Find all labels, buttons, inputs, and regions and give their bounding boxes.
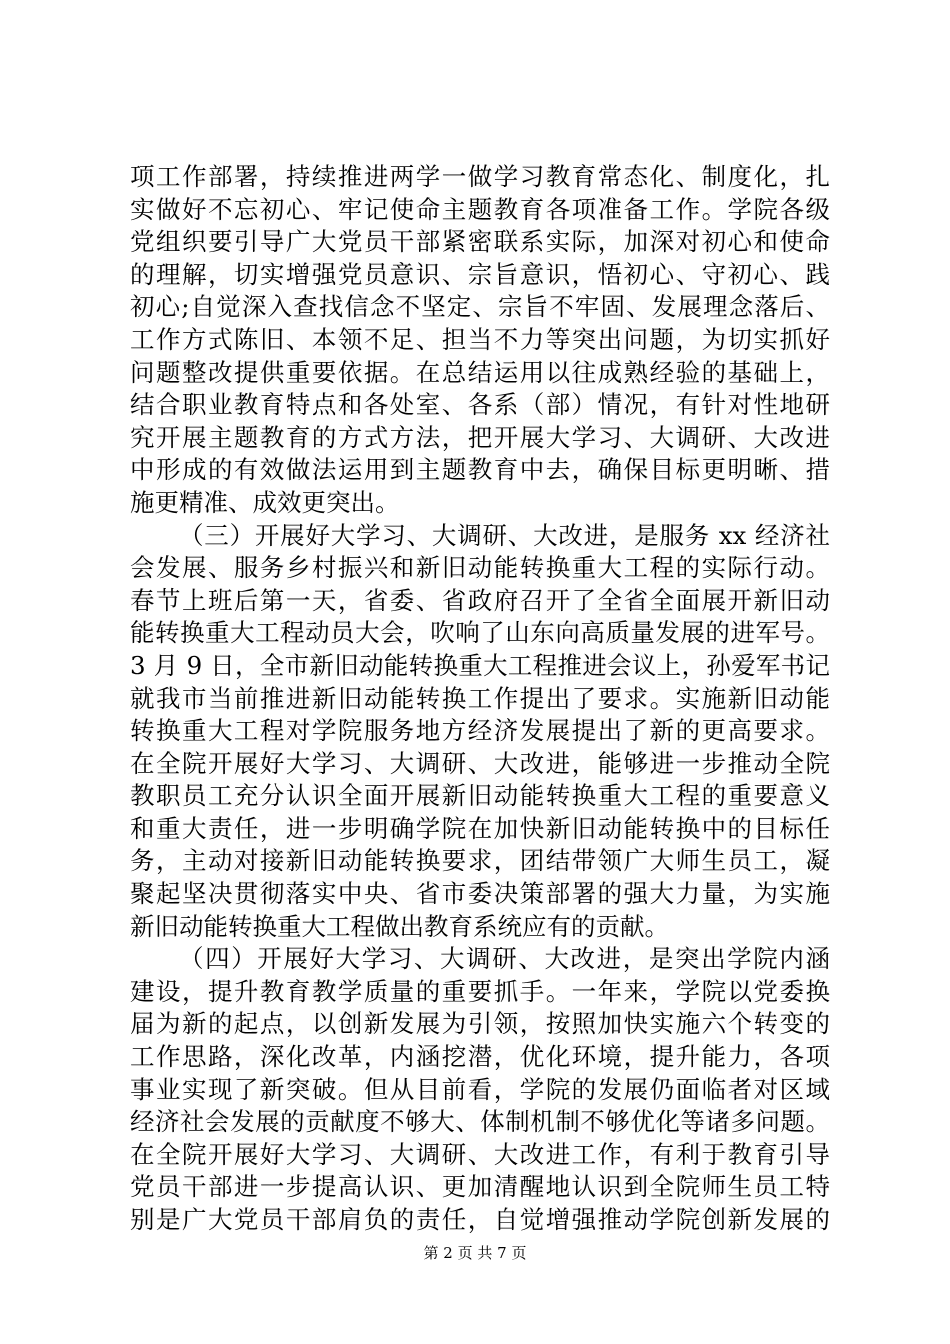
text-line: 务，主动对接新旧动能转换要求，团结带领广大师生员工，凝 xyxy=(130,846,830,876)
paragraph-first-line: （三）开展好大学习、大调研、大改进，是服务 xx 经济社 xyxy=(179,520,830,550)
text-line: 会发展、服务乡村振兴和新旧动能转换重大工程的实际行动。 xyxy=(130,553,830,583)
paragraph-first-line: （四）开展好大学习、大调研、大改进，是突出学院内涵 xyxy=(179,944,830,974)
text-line: 建设，提升教育教学质量的重要抓手。一年来，学院以党委换 xyxy=(130,976,830,1006)
text-line: 中形成的有效做法运用到主题教育中去，确保目标更明晰、措 xyxy=(130,455,830,485)
document-body xyxy=(130,161,830,1237)
text-line: 在全院开展好大学习、大调研、大改进，能够进一步推动全院 xyxy=(130,748,830,778)
text-line: 新旧动能转换重大工程做出教育系统应有的贡献。 xyxy=(130,911,669,941)
text-line: 结合职业教育特点和各处室、各系（部）情况，有针对性地研 xyxy=(130,390,830,420)
text-line: 和重大责任，进一步明确学院在加快新旧动能转换中的目标任 xyxy=(130,813,830,843)
text-line: 问题整改提供重要依据。在总结运用以往成熟经验的基础上， xyxy=(130,357,830,387)
text-line: 工作思路，深化改革，内涵挖潜，优化环境，提升能力，各项 xyxy=(130,1042,830,1072)
text-line: 届为新的起点，以创新发展为引领，按照加快实施六个转变的 xyxy=(130,1009,830,1039)
text-line: 经济社会发展的贡献度不够大、体制机制不够优化等诸多问题。 xyxy=(130,1107,830,1137)
text-line: 实做好不忘初心、牢记使命主题教育各项准备工作。学院各级 xyxy=(130,194,830,224)
text-line: 别是广大党员干部肩负的责任，自觉增强推动学院创新发展的 xyxy=(130,1205,830,1234)
text-line: 工作方式陈旧、本领不足、担当不力等突出问题，为切实抓好 xyxy=(130,324,830,354)
text-line: 项工作部署，持续推进两学一做学习教育常态化、制度化，扎 xyxy=(130,162,830,191)
text-line: 聚起坚决贯彻落实中央、省市委决策部署的强大力量，为实施 xyxy=(130,879,830,909)
text-line: 究开展主题教育的方式方法，把开展大学习、大调研、大改进 xyxy=(130,422,830,452)
text-line: 事业实现了新突破。但从目前看，学院的发展仍面临者对区域 xyxy=(130,1074,830,1104)
text-line: 春节上班后第一天，省委、省政府召开了全省全面展开新旧动 xyxy=(130,585,830,615)
text-line: 转换重大工程对学院服务地方经济发展提出了新的更高要求。 xyxy=(130,716,830,746)
text-line: 能转换重大工程动员大会，吹响了山东向高质量发展的进军号。 xyxy=(130,618,830,648)
text-line: 施更精准、成效更突出。 xyxy=(130,487,400,517)
text-line: 初心;自觉深入查找信念不坚定、宗旨不牢固、发展理念落后、 xyxy=(130,292,830,322)
text-line: 的理解，切实增强党员意识、宗旨意识，悟初心、守初心、践 xyxy=(130,259,830,289)
text-line: 在全院开展好大学习、大调研、大改进工作，有利于教育引导 xyxy=(130,1139,830,1169)
text-line: 党员干部进一步提高认识、更加清醒地认识到全院师生员工特 xyxy=(130,1172,830,1202)
text-line: 教职员工充分认识全面开展新旧动能转换重大工程的重要意义 xyxy=(130,781,830,811)
text-line: 3 月 9 日，全市新旧动能转换重大工程推进会议上，孙爱军书记 xyxy=(130,650,830,680)
text-line: 党组织要引导广大党员干部紧密联系实际，加深对初心和使命 xyxy=(130,227,830,257)
text-line: 就我市当前推进新旧动能转换工作提出了要求。实施新旧动能 xyxy=(130,683,830,713)
page-footer: 第 2 页 共 7 页 xyxy=(423,1244,527,1262)
